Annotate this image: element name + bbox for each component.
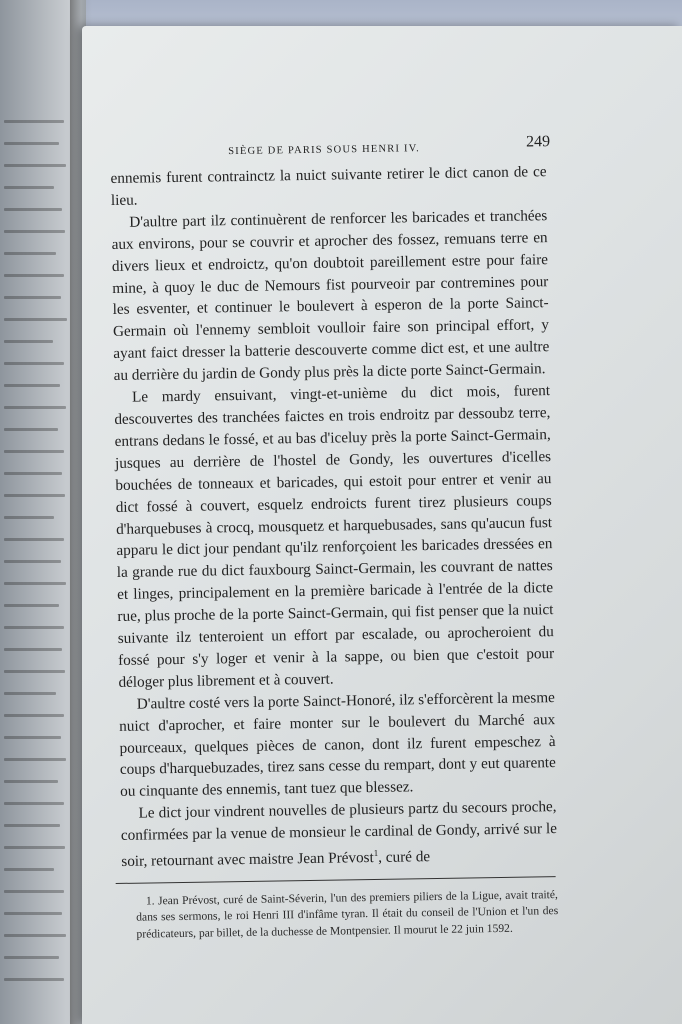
footnote: 1. Jean Prévost, curé de Saint-Séverin, l'un des premiers piliers de la Ligue, avait traité, dans ses sermons, le roi Henri III d'infâme tyran. Il était du conseil de l'Union et l'un des prédicateurs, par billet, de la duchesse de Montpensier. Il mourut le 22 juin 1592. bbox=[136, 888, 559, 941]
paragraph-5-tail: , curé de bbox=[378, 848, 431, 867]
footnote-rule bbox=[116, 876, 556, 884]
page-text-block bbox=[110, 133, 559, 943]
paragraph-2: D'aultre part ilz continuèrent de renforcer les baricades et tranchées aux environs, pour se couvrir et aprocher des fossez, remuans terre en divers lieux et endroictz, qu'on doubtoit pareillement estre pour faire mine, à quoy le duc de Nemours fist pourveoir par contremines pour les esventer, et continuer le boulevert à esperon de la porte Sainct-Germain où l'ennemy sembloit voulloir faire son principal effort, y ayant faict dresser la batterie descouverte comme dict est, et une aultre au derrière du jardin de Gondy plus près la dicte porte Sainct-Germain. bbox=[111, 206, 550, 385]
paragraph-4: D'aultre costé vers la porte Sainct-Honoré, ilz s'efforcèrent la mesme nuict d'aprocher, et faire monter sur le boulevert du Marché aux pourceaux, quelques pièces de canon, dont ilz furent empeschez à coups d'harquebuzades, tirez sans cesse du rempart, dont y eut quarente ou cinquante des ennemis, tant tuez que blessez. bbox=[119, 688, 556, 801]
paragraph-3: Le mardy ensuivant, vingt-et-unième du dict mois, furent descouvertes des tranchées faictes en trois endroitz par dessoubz terre, entrans dedans le fossé, et au bas d'iceluy près la porte Sainct-Germain, jusques au derrière de l'hostel de Gondy, les ouvertures d'icelles bouchées de tonneaux et baricades, qui estoit pour entrer et venir au dict fossé à couvert, esquelz endroicts furent tirez plusieurs coups d'harquebuses à crocq, mousquetz et harquebusades, sans qu'aucun fust apparu le dict jour pendant qu'ilz renforçoient les baricades dressées en la grande rue du dict fauxbourg Sainct-Germain, les couvrant de nattes et linges, principalement en la première baricade à l'entrée de la dicte rue, plus proche de la porte Sainct-Germain, qui fist penser que la nuict suivante ilz tenteroient un effort par escalade, ou aprocheroient du fossé pour s'y loger et venir à la sappe, ou bien que c'estoit pour déloger plus librement et à couvert. bbox=[114, 382, 555, 691]
paragraph-5-text: Le dict jour vindrent nouvelles de plusieurs partz du secours proche, confirmées par la venue de monsieur le cardinal de Gondy, arrivé sur le soir, retournant avec maistre Jean Prévost bbox=[120, 798, 558, 871]
footnote-reference: 1 bbox=[373, 847, 379, 859]
running-title: SIÈGE DE PARIS SOUS HENRI IV. bbox=[228, 143, 421, 158]
paragraph-1: ennemis furent contrainctz la nuict suivante retirer le dict canon de ce lieu. bbox=[110, 163, 547, 209]
paragraph-5 bbox=[120, 796, 557, 873]
page-number: 249 bbox=[525, 133, 551, 151]
